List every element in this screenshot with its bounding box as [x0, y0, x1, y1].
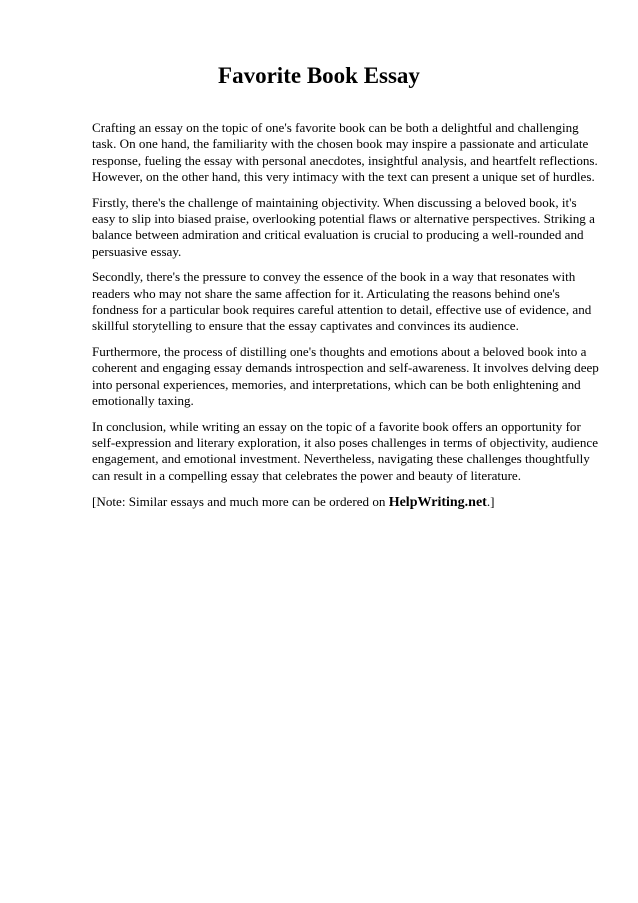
- paragraph-4: [92, 343, 599, 410]
- paragraph-line: readers who may not share the same affection for it. Articulating the reasons behind one's: [92, 285, 560, 301]
- paragraph-line: engagement, and emotional investment. Nevertheless, navigating these challenges thoughtfully: [92, 451, 590, 467]
- paragraph-2: [92, 194, 595, 261]
- paragraph-line: persuasive essay.: [92, 243, 182, 259]
- order-note: [92, 493, 592, 512]
- paragraph-line: coherent and engaging essay demands introspection and self-awareness. It involves delving deep: [92, 360, 599, 376]
- paragraph-line: into personal experiences, memories, and interpretations, which can be both enlightening and: [92, 376, 581, 392]
- paragraph-1: [92, 120, 598, 186]
- essay-body: [92, 120, 599, 512]
- document-title: Favorite Book Essay: [218, 63, 420, 88]
- paragraph-line: easy to slip into biased praise, overlooking potential flaws or alternative perspectives. Striking a: [92, 211, 595, 227]
- paragraph-line: However, on the other hand, this very intimacy with the text can present a unique set of hurdles.: [92, 169, 595, 185]
- paragraph-line: Secondly, there's the pressure to convey the essence of the book in a way that resonates with: [92, 269, 576, 285]
- helpwriting-link[interactable]: HelpWriting.net: [388, 495, 487, 511]
- note-suffix: .]: [486, 494, 495, 510]
- paragraph-line: self-expression and literary exploration, it also poses challenges in terms of objectivity, audience: [92, 434, 599, 450]
- paragraph-line: skillful storytelling to ensure that the essay captivates and convinces its audience.: [92, 318, 519, 334]
- paragraph-line: fondness for a particular book requires careful attention to detail, effective use of evidence, and: [92, 302, 592, 318]
- paragraph-line: can result in a compelling essay that celebrates the power and beauty of literature.: [92, 467, 522, 483]
- paragraph-line: emotionally taxing.: [92, 393, 194, 409]
- paragraph-3: [92, 269, 592, 335]
- paragraph-line: Furthermore, the process of distilling one's thoughts and emotions about a beloved book into a: [92, 343, 587, 359]
- paragraph-line: Firstly, there's the challenge of maintaining objectivity. When discussing a beloved book, it's: [92, 194, 577, 210]
- paragraph-line: balance between admiration and critical evaluation is crucial to producing a well-rounded and: [92, 227, 584, 243]
- paragraph-line: In conclusion, while writing an essay on the topic of a favorite book offers an opportunity for: [92, 418, 581, 434]
- paragraph-line: task. On one hand, the familiarity with the chosen book may inspire a passionate and articulate: [92, 136, 589, 152]
- paragraph-line: Crafting an essay on the topic of one's favorite book can be both a delightful and challenging: [92, 120, 579, 135]
- paragraph-5: [92, 418, 599, 485]
- note-prefix: [Note: Similar essays and much more can be ordered on: [92, 494, 389, 510]
- paragraph-line: response, fueling the essay with personal anecdotes, insightful analysis, and heartfelt reflections.: [92, 152, 598, 168]
